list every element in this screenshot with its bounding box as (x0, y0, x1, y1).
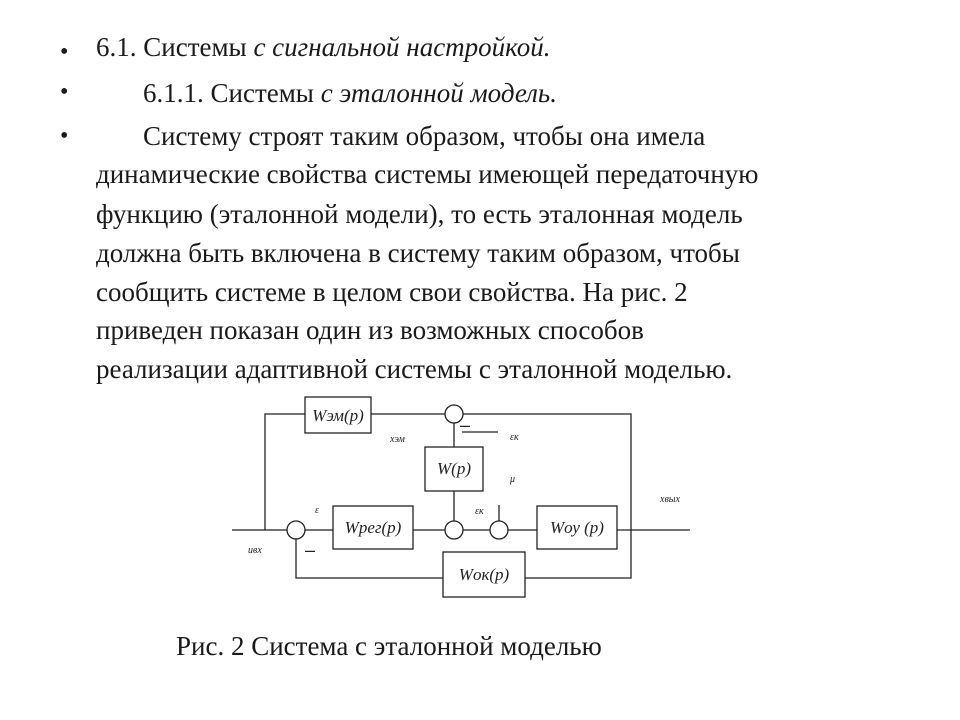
paragraph-line: функцию (эталонной модели), то есть эталонная модель (96, 199, 743, 229)
correction-summing-junction (490, 521, 508, 539)
heading-emphasis: с сигнальной настройкой. (253, 32, 551, 62)
heading-number-text: 6.1. Системы (96, 32, 254, 62)
paragraph-line: динамические свойства системы имеющей передаточную (96, 159, 759, 189)
paragraph-line: сообщить системе в целом свои свойства. На рис. 2 (96, 277, 688, 307)
input-signal-label: uвх (248, 545, 262, 556)
model-output-signal-label: xэм (390, 434, 405, 445)
bullet-icon: • (60, 39, 69, 65)
subheading-number-text: 6.1.1. Системы (143, 78, 321, 108)
output-to-feedback-wire (525, 530, 631, 578)
mu-signal-label: μ (510, 474, 516, 485)
input-to-model-wire (265, 414, 305, 530)
signal-labels (248, 415, 681, 560)
diagram-wires (232, 414, 690, 578)
paragraph-line: приведен показан один из возможных способов (96, 315, 644, 345)
regulator-label: Wрег(p) (344, 518, 402, 537)
adapt-summing-junction (445, 521, 463, 539)
feedback-to-sum-wire (296, 539, 443, 578)
figure-caption: Рис. 2 Система с эталонной моделью (176, 631, 602, 661)
epsilon-k-signal-label: εк (510, 432, 519, 443)
subheading-emphasis: с эталонной модель. (320, 78, 557, 108)
epsilon-a-signal-label: εк (475, 506, 484, 517)
paragraph-line: Систему строят таким образом, чтобы она имела (143, 121, 706, 151)
plant-label: Wоу (p) (550, 518, 604, 537)
bullet-icon: • (60, 123, 69, 149)
reference-model-label: Wэм(p) (312, 406, 364, 425)
model-minus-sign: – (460, 415, 471, 435)
output-signal-label: xвых (660, 494, 680, 505)
adaptation-label: W(p) (437, 459, 471, 478)
paragraph-line: реализации адаптивной системы с эталонной моделью. (96, 354, 733, 384)
paragraph-line: должна быть включена в систему таким образом, чтобы (96, 238, 740, 268)
feedback-minus-sign: – (305, 540, 316, 560)
error-signal-label: ε (315, 505, 319, 516)
feedback-label: Wок(p) (458, 565, 510, 584)
bullet-icon: • (60, 79, 69, 105)
input-summing-junction (287, 521, 305, 539)
